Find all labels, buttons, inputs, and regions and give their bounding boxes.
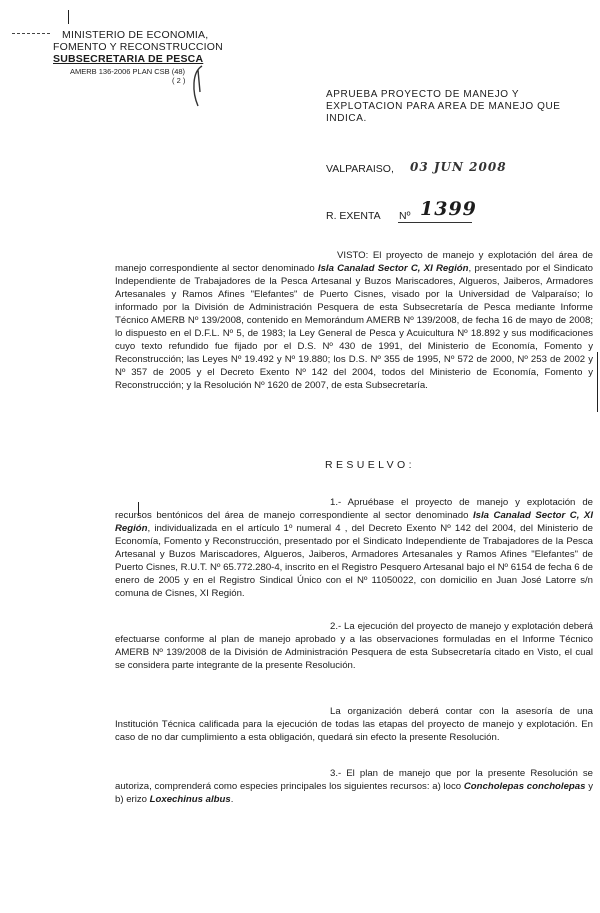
scan-mark-top [68, 10, 69, 24]
visto-paragraph [115, 249, 593, 392]
article-3-text-3: . [230, 794, 234, 805]
organization-paragraph [115, 705, 593, 744]
title-line2: EXPLOTACION PARA AREA DE MANEJO QUE [326, 101, 561, 112]
header-ministry-line1: MINISTERIO DE ECONOMIA, [62, 29, 209, 41]
article-3 [115, 767, 593, 806]
resolution-label: R. EXENTA [326, 210, 381, 222]
title-line1: APRUEBA PROYECTO DE MANEJO Y [326, 89, 520, 100]
header-subsecretaria: SUBSECRETARIA DE PESCA [53, 53, 204, 65]
visto-sector: Isla Canalad Sector C, XI Región [317, 263, 469, 274]
handwritten-mark-icon [188, 62, 214, 112]
article-3-lead: 3.- El plan de manejo que por la presente [330, 768, 526, 779]
article-3-text-1: Resolución se autoriza, comprenderá como especies principales los siguientes recursos: a) loco [115, 768, 593, 792]
organization-lead: La organización deberá contar con la asesoría [330, 706, 553, 717]
article-2-lead: 2.- La ejecución del proyecto de manejo y [330, 621, 509, 632]
header-reference: AMERB 136-2006 PLAN CSB (48) [70, 67, 186, 76]
species-1: Concholepas concholepas [463, 781, 586, 792]
article-2 [115, 620, 593, 672]
species-2: Loxechinus albus [149, 794, 231, 805]
header-ministry-line2: FOMENTO Y RECONSTRUCCION [53, 41, 223, 53]
scan-dash-left [12, 33, 50, 34]
visto-text-2: , presentado por el Sindicato Independiente de Trabajadores de la Pesca Artesanal y Buzos Mariscadores, Algueros, Jaiberos, Armadores Artesanales y Ramos Afines "Elefantes" de Puerto Cisnes, visado por la Universidad de Valparaíso; lo informado por la División de Administración Pesquera de esta Subsecretaría de Pesca mediante Informe Técnico AMERB Nº 139/2008, contenido en Memorándum AMERB Nº 139/2008, de fecha 16 de mayo de 2008; lo dispuesto en el D.F.L. Nº 5, de 1983; la Ley General de Pesca y Acuicultura Nº 18.892 y sus modificaciones cuyo texto refundido fue fijado por el D.S. Nº 430 de 1991, del Ministerio de Economía, Fomento y Reconstrucción; las Leyes Nº 19.492 y Nº 19.880; los D.S. Nº 355 de 1995, Nº 572 de 2000, Nº 253 de 2002 y Nº 357 de 2005 y el Decreto Exento Nº 142 del 2004, todos del Ministerio de Economía, Fomento y Reconstrucción; y la Resolución Nº 1620 de 2007, de esta Subsecretaría. [115, 263, 593, 391]
article-1-text-1: explotación de recursos bentónicos del área de manejo correspondiente al sector denominado [115, 497, 594, 521]
article-1-text-2: , individualizada en el artículo 1º numeral 4 , del Decreto Exento Nº 142 del 2004, del Ministerio de Economía, Fomento y Reconstrucción, presentado por el Sindicato Independiente de Trabajadores de la Pesca Artesanal y Buzos Mariscadores, Algueros, Jaiberos, Armadores Artesanales y Ramos Afines "Elefantes" de Puerto Cisnes, R.U.T. Nº 65.772.280-4, inscrito en el Registro Pesquero Artesanal bajo el Nº 6154 de fecha 6 de enero de 2005 y en el Registro Sindical Único con el Nº 11050022, con domicilio en Juan José Latorre s/n comuna de Cisnes, XI Región. [115, 523, 593, 599]
article-1-lead: 1.- Apruébase el proyecto de manejo y [330, 497, 520, 508]
scan-mark-right [597, 352, 598, 412]
header-small-mark: ( 2 ) [172, 76, 186, 85]
resolution-number-underline [398, 222, 472, 223]
resolution-title [326, 89, 586, 125]
visto-text-1: El proyecto de manejo y explotación del área de manejo correspondiente al sector denominado [115, 250, 593, 274]
title-line3: INDICA. [326, 113, 367, 124]
visto-lead: VISTO: [337, 250, 369, 261]
date-stamp: 03 JUN 2008 [410, 160, 507, 174]
resuelvo-heading: RESUELVO: [325, 459, 415, 471]
article-1 [115, 496, 593, 600]
article-2-text: explotación deberá efectuarse conforme al plan de manejo aprobado y a las observaciones formuladas en el Informe Técnico AMERB Nº 139/2008 de la División de Administración Pesquera de esta Subsecretaría citado en Visto, el cual se considera parte integrante de la presente Resolución. [115, 621, 594, 671]
article-3-text-2: y b) erizo [115, 781, 593, 805]
resolution-number: 1399 [420, 198, 477, 220]
organization-text: de una Institución Técnica calificada para la ejecución de todas las etapas del proyecto de manejo y explotación. En caso de no dar cumplimiento a esta obligación, quedará sin efecto la presente Resolución. [115, 706, 594, 743]
article-1-sector: Isla Canalad Sector C, XI Región [115, 510, 593, 534]
resolution-number-label: Nº [399, 210, 411, 222]
place-label: VALPARAISO, [326, 163, 394, 175]
